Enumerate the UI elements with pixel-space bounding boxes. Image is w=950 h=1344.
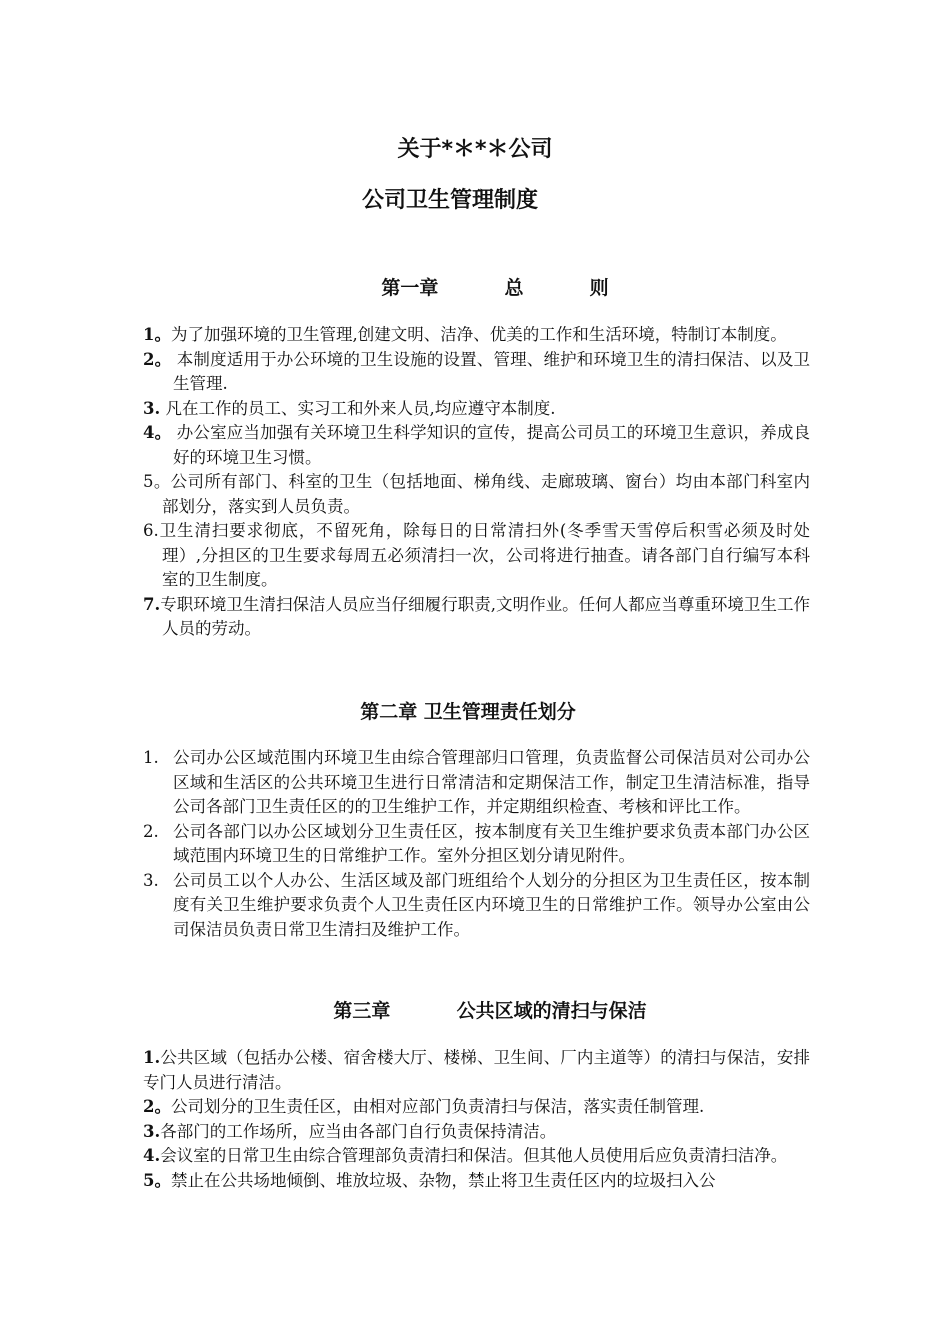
item-number: 6. — [143, 521, 159, 540]
item-text: 各部门的工作场所，应当由各部门自行负责保持清洁。 — [160, 1121, 557, 1141]
chapter-2-list — [143, 746, 810, 942]
list-item — [143, 470, 810, 519]
list-item — [143, 421, 810, 470]
list-item — [143, 323, 810, 348]
item-number: 5 — [143, 472, 154, 491]
item-text: 本制度适用于办公环境的卫生设施的设置、管理、维护和环境卫生的清扫保洁、以及卫生管理. — [171, 349, 811, 393]
list-item — [143, 1095, 810, 1120]
item-number: 1. — [143, 748, 159, 767]
item-text: 公司划分的卫生责任区，由相对应部门负责清扫与保洁，落实责任制管理. — [170, 1097, 705, 1116]
list-item — [143, 593, 810, 642]
list-item — [143, 1120, 810, 1145]
list-item — [143, 1144, 810, 1169]
item-number: 3. — [143, 398, 161, 418]
item-text: 会议室的日常卫生由综合管理部负责清扫和保洁。但其他人员使用后应负责清扫洁净。 — [160, 1146, 788, 1165]
document-title-line2: 公司卫生管理制度 — [361, 188, 538, 213]
item-number: 7. — [143, 594, 161, 614]
chapter-1-list — [143, 323, 810, 642]
list-item — [143, 1169, 810, 1194]
chapter-1-heading: 第一章 总 则 — [381, 277, 609, 299]
item-text: 公司各部门以办公区域划分卫生责任区，按本制度有关卫生维护要求负责本部门办公区域范围内环境卫生的日常维护工作。室外分担区划分请见附件。 — [172, 821, 810, 865]
item-number: 2。 — [143, 1097, 171, 1116]
item-text: 凡在工作的员工、实习工和外来人员,均应遵守本制度. — [160, 398, 556, 418]
item-number: 3. — [143, 870, 159, 890]
document-title-line1: 关于*＊*＊公司 — [397, 137, 553, 162]
item-number: 3. — [143, 1121, 161, 1141]
item-text: 公共区域（包括办公楼、宿舍楼大厅、楼梯、卫生间、厂内主道等）的清扫与保洁，安排专门人员进行清洁。 — [143, 1048, 810, 1092]
item-number: 2. — [143, 821, 159, 841]
item-number: 1. — [143, 1048, 161, 1067]
chapter-2-heading: 第二章 卫生管理责任划分 — [360, 701, 576, 723]
item-text: 办公室应当加强有关环境卫生科学知识的宣传，提高公司员工的环境卫生意识，养成良好的环境卫生习惯。 — [171, 423, 811, 467]
item-text: 公司员工以个人办公、生活区域及部门班组给个人划分的分担区为卫生责任区，按本制度有关卫生维护要求负责个人卫生责任区内环境卫生的日常维护工作。领导办公室由公司保洁员负责日常卫生清扫及维护工作。 — [172, 870, 810, 939]
chapter-3-heading: 第三章 公共区域的清扫与保洁 — [333, 1000, 647, 1022]
item-text: 。公司所有部门、科室的卫生（包括地面、梯角线、走廊玻璃、窗台）均由本部门科室内部划分，落实到人员负责。 — [153, 472, 810, 516]
list-item — [143, 746, 810, 820]
list-item — [143, 397, 810, 422]
item-number: 5。 — [143, 1170, 171, 1190]
list-item — [143, 519, 810, 593]
item-number: 2。 — [143, 349, 172, 369]
list-item — [143, 1046, 810, 1095]
item-number: 4。 — [143, 423, 172, 442]
list-item — [143, 348, 810, 397]
list-item — [143, 820, 810, 869]
list-item — [143, 869, 810, 943]
item-text: 为了加强环境的卫生管理,创建文明、洁净、优美的工作和生活环境，特制订本制度。 — [170, 325, 787, 344]
item-text: 专职环境卫生清扫保洁人员应当仔细履行职责,文明作业。任何人都应当尊重环境卫生工作人员的劳动。 — [160, 594, 810, 638]
item-text: 卫生清扫要求彻底，不留死角，除每日的日常清扫外(冬季雪天雪停后积雪必须及时处理）,分担区的卫生要求每周五必须清扫一次，公司将进行抽查。请各部门自行编写本科室的卫生制度。 — [158, 521, 810, 589]
item-text: 公司办公区域范围内环境卫生由综合管理部归口管理，负责监督公司保洁员对公司办公区域和生活区的公共环境卫生进行日常清洁和定期保洁工作，制定卫生清洁标准，指导公司各部门卫生责任区的的卫生维护工作，并定期组织检查、考核和评比工作。 — [172, 748, 810, 816]
item-number: 4. — [143, 1146, 161, 1165]
item-number: 1。 — [143, 325, 171, 344]
item-text: 禁止在公共场地倾倒、堆放垃圾、杂物，禁止将卫生责任区内的垃圾扫入公 — [170, 1170, 716, 1190]
chapter-3-list — [143, 1046, 810, 1193]
